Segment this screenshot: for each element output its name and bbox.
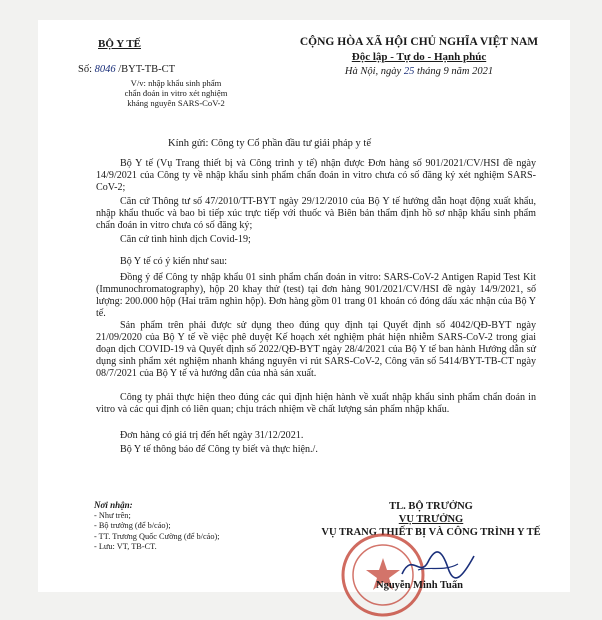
paragraph-legal-basis: Căn cứ Thông tư số 47/2010/TT-BYT ngày 29/12/2010 của Bộ Y tế hướng dẫn hoạt động xuất khẩu, nhập khẩu thuốc và bao bì tiếp xúc trực tiếp với thuốc và Biên bản thẩm định hồ sơ nhập khẩu sinh phẩm chẩn đoán in vitro chưa có số đăng ký; xyxy=(96,196,536,232)
recipient-item: - Bộ trưởng (để b/cáo); xyxy=(94,521,171,531)
paragraph-notice: Bộ Y tế thông báo để Công ty biết và thực hiện./. xyxy=(120,444,318,455)
date-line: Hà Nội, ngày 25 tháng 9 năm 2021 xyxy=(344,66,494,77)
signer-name: Nguyễn Minh Tuấn xyxy=(376,580,463,591)
national-motto: Độc lập - Tự do - Hạnh phúc xyxy=(351,51,487,63)
paragraph-validity: Đơn hàng có giá trị đến hết ngày 31/12/2021. xyxy=(120,430,304,441)
ministry-name: BỘ Y TẾ xyxy=(98,38,141,50)
recipient-item: - Lưu: VT, TB-CT. xyxy=(94,542,157,552)
country-name: CỘNG HÒA XÃ HỘI CHỦ NGHĨA VIỆT NAM xyxy=(299,36,539,48)
document-number: Số: 8046 /BYT-TB-CT xyxy=(78,64,176,75)
recipient-item: - Như trên; xyxy=(94,510,131,520)
document-number-handwritten: 8046 xyxy=(94,64,116,75)
handwritten-signature-icon xyxy=(398,548,478,582)
paragraph-covid-basis: Căn cứ tình hình dịch Covid-19; xyxy=(120,234,251,245)
document-page xyxy=(38,20,570,592)
paragraph-compliance: Công ty phải thực hiện theo đúng các qui định hiện hành về xuất nhập khẩu sinh phẩm chẩn đoán in vitro và các qui định có liên quan; chịu trách nhiệm về chất lượng sản phẩm nhập khẩu. xyxy=(96,392,536,416)
signature-block: TL. BỘ TRƯỞNG VỤ TRƯỞNG VỤ TRANG THIẾT BỊ VÀ CÔNG TRÌNH Y TẾ xyxy=(321,501,541,538)
paragraph-usage: Sản phẩm trên phải được sử dụng theo đúng quy định tại Quyết định số 4042/QĐ-BYT ngày 21/09/2020 của Bộ Y tế về việc phê duyệt Kế hoạch xét nghiệm phát hiện nhiễm SARS-CoV-2 trong giai đoạn dịch COVID-19 và Quyết định số 2022/QĐ-BYT ngày 28/4/2021 của Bộ Y tế ban hành Hướng dẫn sử dụng sinh phẩm xét nghiệm nhanh kháng nguyên vi rút SARS-CoV-2, Công văn số 5414/BYT-TB-CT ngày 08/7/2021 của Bộ Y tế và hướng dẫn của nhà sản xuất. xyxy=(96,320,536,380)
paragraph-order-received: Bộ Y tế (Vụ Trang thiết bị và Công trình y tế) nhận được Đơn hàng số 901/2021/CV/HSI đề ngày 14/9/2021 của Công ty về nhập khẩu sinh phẩm chẩn đoán in vitro chưa có số đăng ký xét nghiệm SARS-CoV-2; xyxy=(96,158,536,194)
recipient-item: - TT. Trương Quốc Cường (để b/cáo); xyxy=(94,531,220,541)
recipients-list xyxy=(94,500,244,553)
paragraph-approval: Đồng ý để Công ty nhập khẩu 01 sinh phẩm chẩn đoán in vitro: SARS-CoV-2 Antigen Rapid Test Kit (Immunochromatography), hộp 20 khay thử (test) tại đơn hàng 901/2021/CV/HSI đề ngày 14/9/2021, số lượng: 200.000 hộp (Hai trăm nghìn hộp). Đơn hàng gồm 01 trang 01 khoản có đóng dấu xác nhận của Bộ Y tế. xyxy=(96,272,536,320)
date-day-handwritten: 25 xyxy=(403,66,415,77)
recipients-title: Nơi nhận: xyxy=(94,500,133,510)
addressee: Kính gửi: Công ty Cổ phần đầu tư giải pháp y tế xyxy=(168,138,371,149)
document-subject: V/v: nhập khẩu sinh phẩm chẩn đoán in vitro xét nghiệm kháng nguyên SARS-CoV-2 xyxy=(124,78,228,108)
paragraph-opinion: Bộ Y tế có ý kiến như sau: xyxy=(120,256,228,267)
